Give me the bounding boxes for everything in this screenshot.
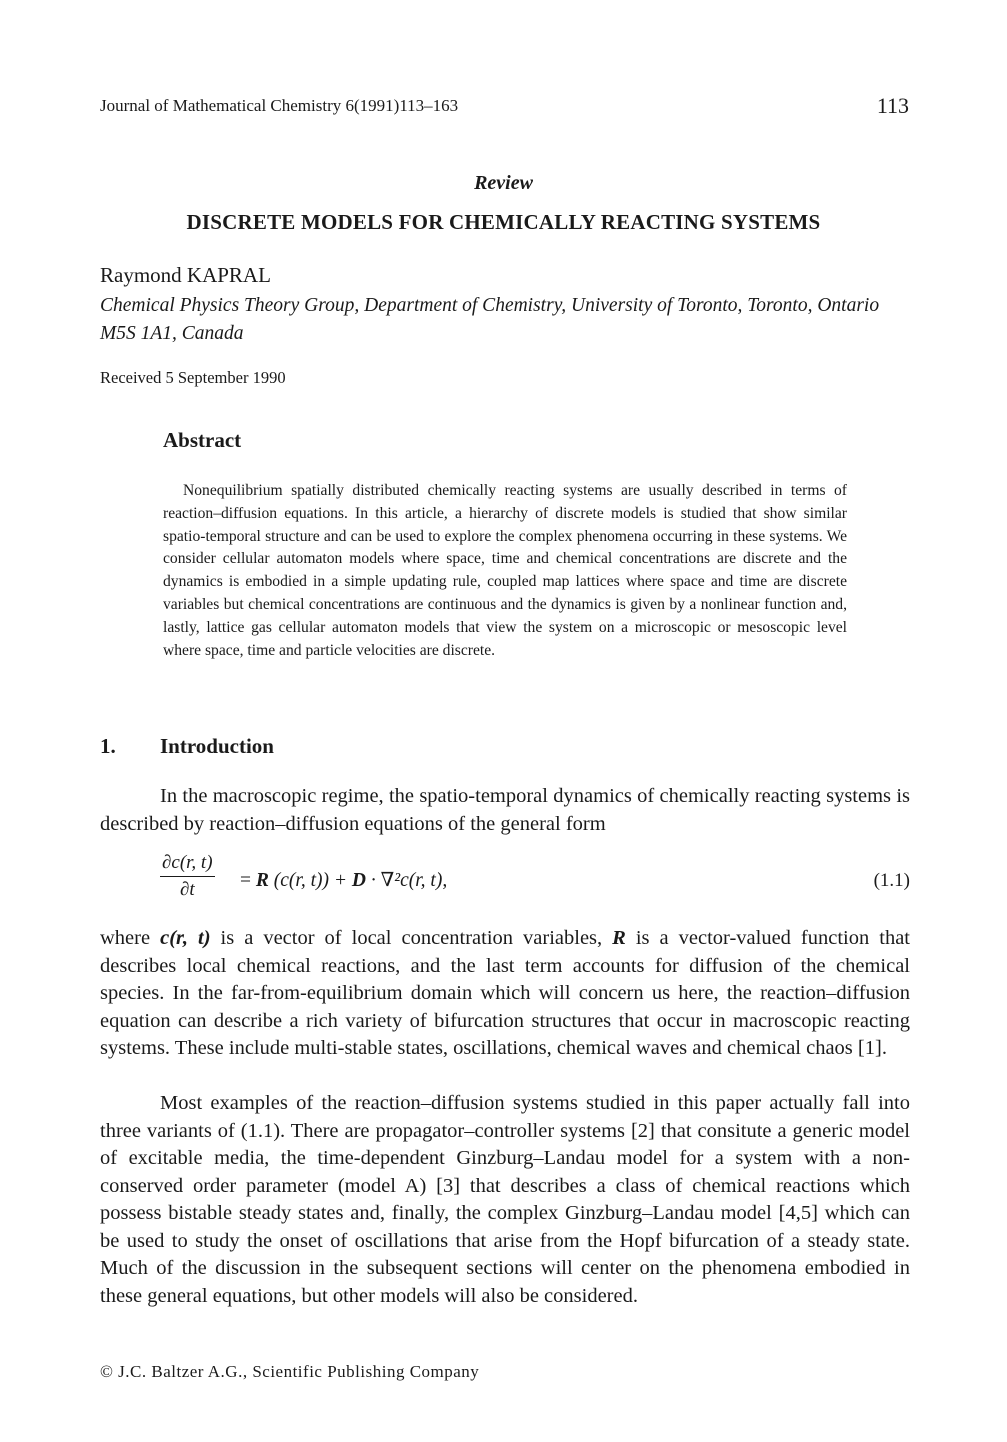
equation-1-1: [100, 852, 910, 904]
author-name: Raymond KAPRAL: [100, 263, 271, 287]
running-head: Journal of Mathematical Chemistry 6(1991)113–163: [100, 96, 459, 115]
abstract-text: Nonequilibrium spatially distributed chemically reacting systems are usually described in terms of reaction–diffusion equations. In this article, a hierarchy of discrete models is studied that show similar spatio-temporal structure and can be used to explore the complex phenomena occurring in these systems. We consider cellular automaton models where space, time and chemical concentrations are discrete and the dynamics is embodied in a simple updating rule, coupled map lattices where space and time are discrete variables but chemical concentrations are continuous and the dynamics is given by a nonlinear function and, lastly, lattice gas cellular automaton models that view the system on a microscopic or mesoscopic level where space, time and particle velocities are discrete.: [163, 482, 847, 659]
equation-denominator: ∂t: [179, 879, 195, 900]
intro-paragraph-3: Most examples of the reaction–diffusion systems studied in this paper actually fall into three variants of (1.1). There are propagator–controller systems [2] that consitute a generic model of excitable media, the time-dependent Ginzburg–Landau model for a system with a non-conserved order parameter (model A) [3] that describes a class of chemical reactions which possess bistable steady states and, finally, the complex Ginzburg–Landau model [4,5] which can be used to study the onset of oscillations that arise from the Hopf bifurcation of a steady state. Much of the discussion in the subsequent sections will center on the phenomena embodied in these general equations, but other models will also be considered.: [100, 1092, 910, 1307]
equation-R-argument: (c(r, t)) +: [268, 870, 352, 891]
equation-R: R: [255, 870, 269, 891]
para2-R-symbol: R: [612, 927, 626, 949]
equation-number: (1.1): [873, 870, 910, 891]
equation-rhs: [240, 868, 447, 892]
intro-paragraph-1: In the macroscopic regime, the spatio-temporal dynamics of chemically reacting systems is described by reaction–diffusion equations of the general form: [100, 785, 910, 835]
para2-lead: where: [100, 927, 161, 949]
equation-lhs-fraction: [160, 852, 215, 901]
section-heading: [100, 734, 274, 759]
para2-c-symbol: c(r, t): [160, 927, 211, 949]
equation-numerator: ∂c(r, t): [160, 852, 215, 877]
section-title: Introduction: [160, 734, 274, 758]
intro-paragraph-2: [100, 925, 910, 1063]
section-number: 1.: [100, 734, 116, 758]
equation-laplacian-term: · ∇²c(r, t),: [366, 870, 448, 891]
equation-D: D: [351, 870, 366, 891]
abstract-heading: Abstract: [163, 428, 242, 452]
author-affiliation: Chemical Physics Theory Group, Department of Chemistry, University of Toronto, Toronto, Ontario M5S 1A1, Canada: [100, 295, 880, 344]
copyright-footer: © J.C. Baltzer A.G., Scientific Publishing Company: [100, 1362, 480, 1381]
article-type-label: Review: [474, 172, 533, 194]
equation-equals: =: [240, 870, 256, 891]
page-number: 113: [876, 93, 909, 118]
para2-rest: is a vector-valued function that describes local chemical reactions, and the last term accounts for diffusion of the chemical species. In the far-from-equilibrium domain which will concern us here, the reaction–diffusion equation can describe a rich variety of bifurcation structures that occur in macroscopic reacting systems. These include multi-stable states, oscillations, chemical waves and chemical chaos [1].: [100, 927, 910, 1059]
received-date: Received 5 September 1990: [100, 368, 286, 387]
article-title: DISCRETE MODELS FOR CHEMICALLY REACTING SYSTEMS: [186, 210, 821, 234]
para2-mid: is a vector of local concentration variables,: [210, 927, 613, 949]
